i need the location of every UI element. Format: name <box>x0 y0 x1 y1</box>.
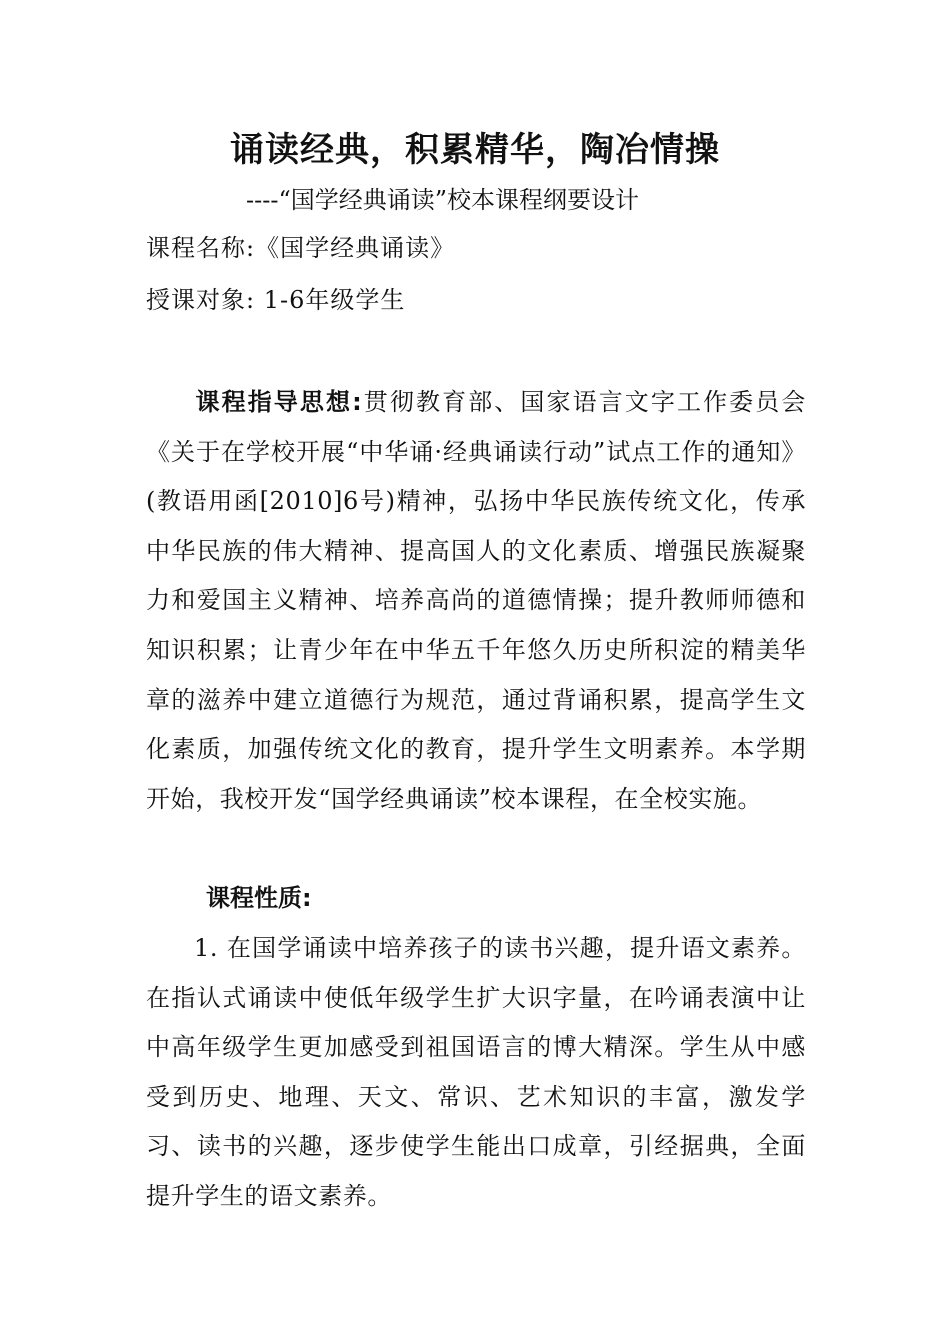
guiding-paragraph <box>146 378 806 824</box>
nature-heading: 课程性质: <box>206 884 312 912</box>
document-title: 诵读经典，积累精华，陶冶情操 <box>230 130 720 170</box>
nature-item-1 <box>146 924 806 1222</box>
nature-item-1-text: 1. 在国学诵读中培养孩子的读书兴趣，提升语文素养。在指认式诵读中使低年级学生扩大识字量，在吟诵表演中让中高年级学生更加感受到祖国语言的博大精深。学生从中感受到历史、地理、天文、常识、艺术知识的丰富，激发学习、读书的兴趣，逐步使学生能出口成章，引经据典，全面提升学生的语文素养。 <box>146 934 806 1210</box>
course-audience: 授课对象: 1-6年级学生 <box>146 286 406 314</box>
document-subtitle: ----“国学经典诵读”校本课程纲要设计 <box>246 186 639 214</box>
course-name: 课程名称:《国学经典诵读》 <box>146 234 456 262</box>
guiding-text: 贯彻教育部、国家语言文字工作委员会《关于在学校开展“中华诵·经典诵读行动”试点工作的通知》(教语用函[2010]6号)精神，弘扬中华民族传统文化，传承中华民族的伟大精神、提高国人的文化素质、增强民族凝聚力和爱国主义精神、培养高尚的道德情操；提升教师师德和知识积累；让青少年在中华五千年悠久历史所积淀的精美华章的滋养中建立道德行为规范，通过背诵积累，提高学生文化素质，加强传统文化的教育，提升学生文明素养。本学期开始，我校开发“国学经典诵读”校本课程，在全校实施。 <box>146 388 806 813</box>
guiding-label: 课程指导思想: <box>194 388 363 416</box>
